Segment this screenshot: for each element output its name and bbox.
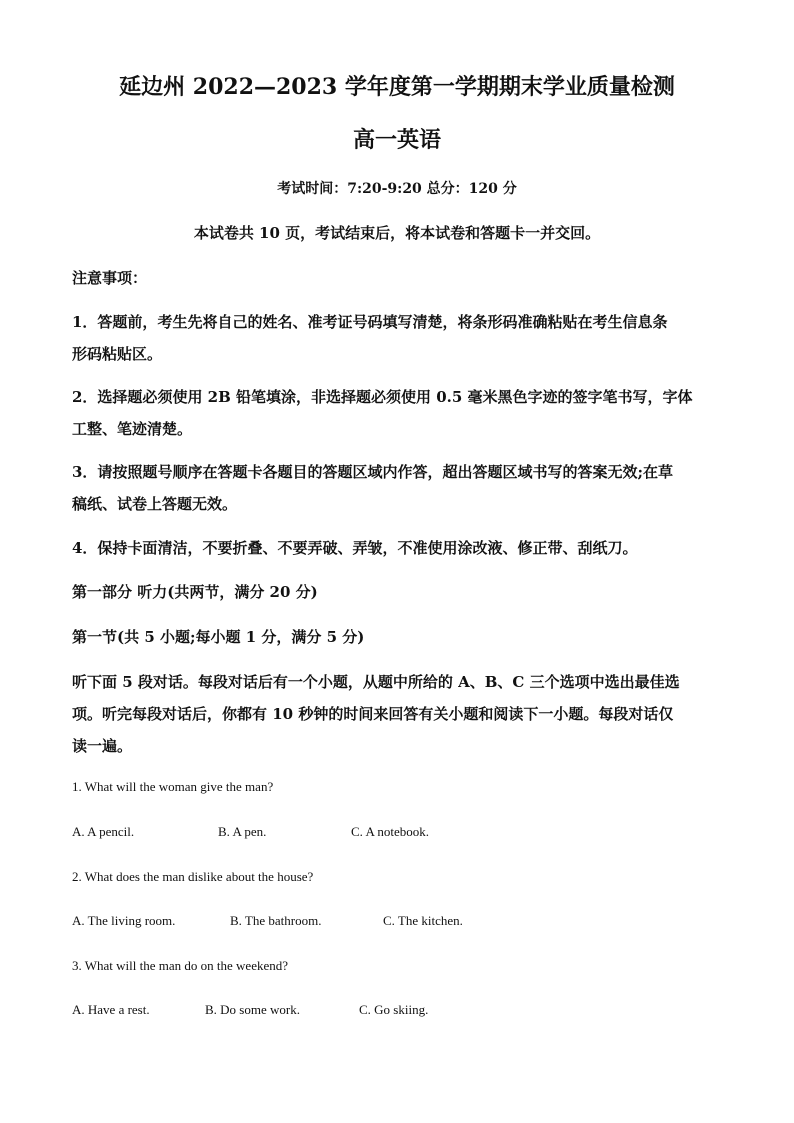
question-3-stem: 3. What will the man do on the weekend?: [72, 958, 289, 973]
question-1-stem: 1. What will the woman give the man?: [72, 779, 274, 794]
note-1-line-2: 形码粘贴区。: [72, 345, 163, 363]
section-1-heading: 第一节(共 5 小题;每小题 1 分，满分 5 分): [72, 628, 365, 646]
instructions-line-1: 听下面 5 段对话。每段对话后有一个小题，从题中所给的 A、B、C 三个选项中选出最佳选: [72, 673, 680, 691]
question-1-option-b: B. A pen.: [218, 824, 267, 839]
part-1-heading: 第一部分 听力(共两节，满分 20 分): [72, 583, 318, 601]
note-3-line-2: 稿纸、试卷上答题无效。: [72, 495, 238, 513]
question-3-option-a: A. Have a rest.: [72, 1002, 150, 1017]
question-1-option-c: C. A notebook.: [351, 824, 430, 839]
exam-subtitle: 高一英语: [352, 127, 441, 153]
question-2-stem: 2. What does the man dislike about the house?: [72, 869, 314, 884]
instructions-line-2: 项。听完每段对话后，你都有 10 秒钟的时间来回答有关小题和阅读下一小题。每段对话仅: [72, 705, 674, 723]
note-2-line-2: 工整、笔迹清楚。: [72, 420, 193, 438]
question-1-option-a: A. A pencil.: [72, 824, 135, 839]
question-3-option-b: B. Do some work.: [205, 1002, 300, 1017]
question-3-option-c: C. Go skiing.: [359, 1002, 429, 1017]
note-4-line-1: 4．保持卡面清洁，不要折叠、不要弄破、弄皱，不准使用涂改液、修正带、刮纸刀。: [72, 539, 638, 557]
exam-intro: 本试卷共 10 页，考试结束后，将本试卷和答题卡一并交回。: [193, 224, 601, 242]
exam-time-info: 考试时间：7:20-9:20 总分：120 分: [277, 181, 517, 197]
question-2-option-a: A. The living room.: [72, 913, 176, 928]
notes-heading: 注意事项：: [72, 269, 148, 287]
question-2-option-b: B. The bathroom.: [230, 913, 322, 928]
question-2-option-c: C. The kitchen.: [383, 913, 463, 928]
exam-title: 延边州 2022—2023 学年度第一学期期末学业质量检测: [119, 74, 675, 100]
note-3-line-1: 3．请按照题号顺序在答题卡各题目的答题区域内作答，超出答题区域书写的答案无效;在草: [72, 463, 673, 481]
note-1-line-1: 1．答题前，考生先将自己的姓名、准考证号码填写清楚，将条形码准确粘贴在考生信息条: [72, 313, 668, 331]
instructions-line-3: 读一遍。: [72, 737, 133, 755]
note-2-line-1: 2．选择题必须使用 2B 铅笔填涂，非选择题必须使用 0.5 毫米黑色字迹的签字笔书写，字体: [72, 388, 693, 406]
